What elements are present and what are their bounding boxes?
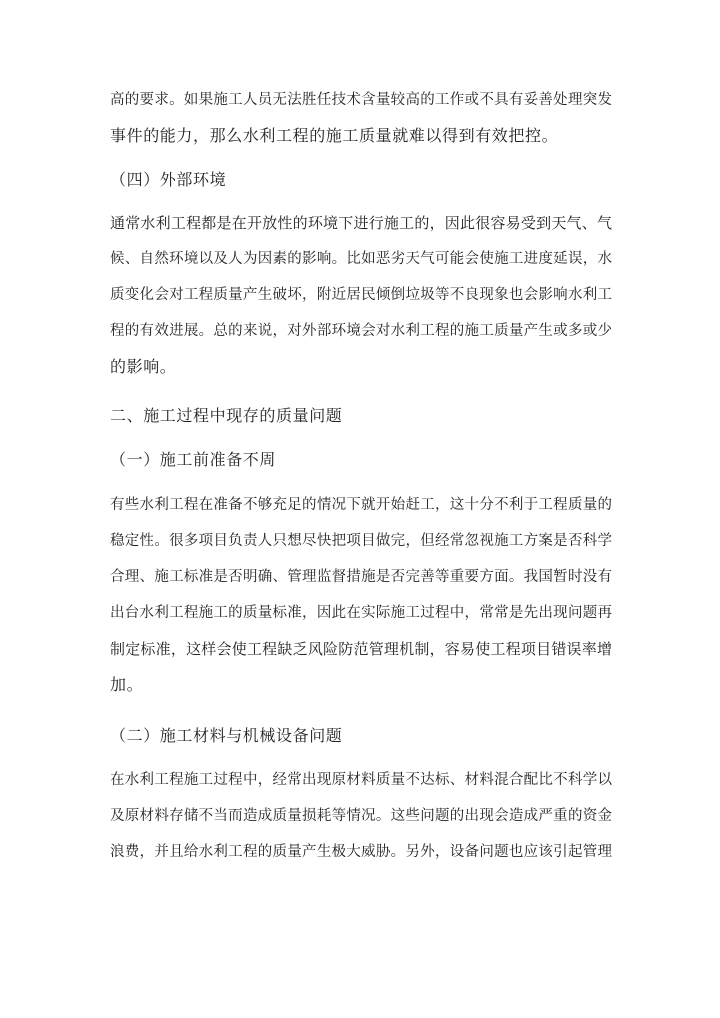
text-line: 有些水利工程在准备不够充足的情况下就开始赶工，这十分不利于工程质量的 xyxy=(110,497,612,513)
section-heading-materials-equipment: （二）施工材料与机械设备问题 xyxy=(110,726,343,745)
text-line: 质变化会对工程质量产生破坏，附近居民倾倒垃圾等不良现象也会影响水利工 xyxy=(110,287,612,303)
text-line: 稳定性。很多项目负责人只想尽快把项目做完，但经常忽视施工方案是否科学 xyxy=(110,533,612,549)
text-line: 浪费，并且给水利工程的质量产生极大威胁。另外，设备问题也应该引起管理 xyxy=(110,844,612,860)
text-line: 通常水利工程都是在开放性的环境下进行施工的，因此很容易受到天气、气 xyxy=(110,214,612,232)
text-line: 的影响。 xyxy=(110,357,177,376)
text-line: 事件的能力，那么水利工程的施工质量就难以得到有效把控。 xyxy=(110,126,559,145)
paragraph-materials-equipment xyxy=(110,762,612,870)
text-line: 候、自然环境以及人为因素的影响。比如恶劣天气可能会使施工进度延误，水 xyxy=(110,251,612,267)
section-heading-preparation: （一）施工前准备不周 xyxy=(110,450,277,469)
text-line: 及原材料存储不当而造成质量损耗等情况。这些问题的出现会造成严重的资金 xyxy=(110,808,612,824)
paragraph-external-environment xyxy=(110,205,612,385)
text-line: 出台水利工程施工的质量标准，因此在实际施工过程中，常常是先出现问题再 xyxy=(110,605,612,621)
chapter-heading-quality-problems: 二、施工过程中现存的质量问题 xyxy=(110,406,343,425)
text-line: 制定标准，这样会使工程缺乏风险防范管理机制，容易使工程项目错误率增 xyxy=(110,640,612,658)
paragraph-preparation xyxy=(110,487,612,703)
paragraph-skills xyxy=(110,82,612,154)
section-heading-external-environment: （四）外部环境 xyxy=(110,170,227,189)
text-line: 在水利工程施工过程中，经常出现原材料质量不达标、材料混合配比不科学以 xyxy=(110,772,612,788)
text-line: 程的有效进展。总的来说，对外部环境会对水利工程的施工质量产生或多或少 xyxy=(110,323,612,339)
text-line: 加。 xyxy=(110,675,144,694)
text-line: 高的要求。如果施工人员无法胜任技术含量较高的工作或不具有妥善处理突发 xyxy=(110,92,612,108)
text-line: 合理、施工标准是否明确、管理监督措施是否完善等重要方面。我国暂时没有 xyxy=(110,569,612,585)
